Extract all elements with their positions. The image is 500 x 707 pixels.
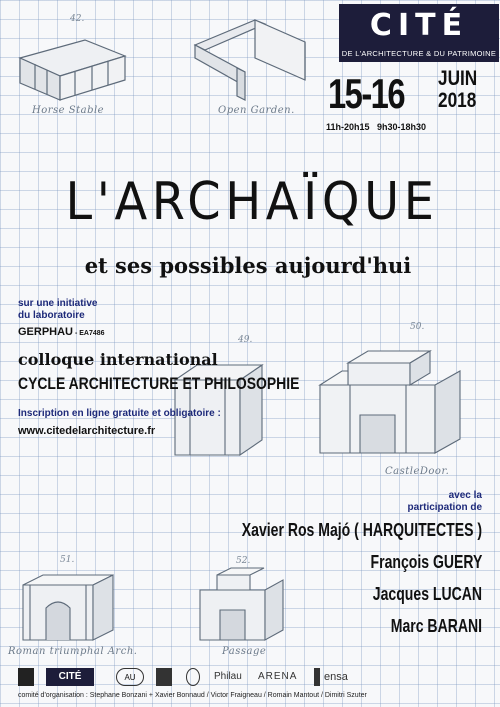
event-month: JUIN [438,67,478,90]
speaker-name: Marc BARANI [390,616,482,636]
lab-label: GERPHAU [18,326,74,338]
sketch-caption: Horse Stable [32,105,105,116]
sketch-roman-arch [18,560,138,645]
au-logo [116,668,144,686]
participation-line: participation de [407,502,482,513]
sketch-number: 52. [236,556,251,566]
sketch-caption: Roman triumphal Arch. [8,646,138,657]
cite-footer-logo [46,668,94,686]
speaker-name: Xavier Ros Majó ( HARQUITECTES ) [241,520,482,540]
arena-logo [258,668,300,686]
speaker-name: François GUERY [370,552,482,572]
cite-logo [339,4,499,62]
footer-logo-text: AU [124,673,136,682]
culture-logo [18,668,34,686]
website-link[interactable]: www.citedelarchitecture.fr [18,425,156,437]
cycle-label: CYCLE ARCHITECTURE ET PHILOSOPHIE [18,374,300,393]
event-dates: 15-16 [328,70,404,117]
sketch-caption: CastleDoor. [385,466,450,477]
footer-logos [18,668,488,688]
sketch-number: 51. [60,555,75,565]
footer-logo-text: ensa [324,671,348,683]
logo-subtitle: DE L'ARCHITECTURE & DU PATRIMOINE [341,49,497,58]
sketch-open-garden [185,10,325,105]
lab-code: - EA7486 [73,330,105,337]
event-month-year [438,68,477,112]
initiative-line: du laboratoire [18,310,85,321]
footer-logo-text: CITÉ [58,671,82,682]
organizing-committee: comité d'organisation : Stephane Bonzani + Xavier Bonnaud / Victor Fraigneau / Romain Mantout / Dimitri Szuter [18,692,367,699]
footer-logo-text: Philau [214,671,242,682]
page-title: L'ARCHAÏQUE [65,172,439,232]
sketch-number: 49. [238,335,253,345]
page-subtitle: et ses possibles aujourd'hui [84,253,412,278]
speaker-name: Jacques LUCAN [372,584,482,604]
event-year: 2018 [438,89,477,112]
sketch-number: 42. [70,14,85,24]
sketch-caption: Passage [222,646,267,657]
philau-logo [214,668,254,686]
colloque-label: colloque international [18,350,218,369]
gerphau-logo [156,668,172,686]
initiative-text [18,298,97,322]
inscription-text: Inscription en ligne gratuite et obligatoire : [18,408,221,419]
ensa-logo [314,668,352,686]
logo-word: CITÉ [369,8,469,43]
initiative-line: sur une initiative [18,298,98,309]
footer-logo-text: ARENA [258,671,298,682]
sketch-horse-stable [10,28,140,103]
sketch-castle-door [170,335,490,460]
event-hours: 11h-20h15 9h30-18h30 [326,122,427,132]
sketch-caption: Open Garden. [218,105,295,116]
sketch-passage [195,565,305,645]
sketch-number: 50. [410,322,425,332]
lab-name [18,326,105,338]
participation-line: avec la [448,490,482,501]
participation-label [408,490,482,514]
lavue-logo [186,668,200,686]
